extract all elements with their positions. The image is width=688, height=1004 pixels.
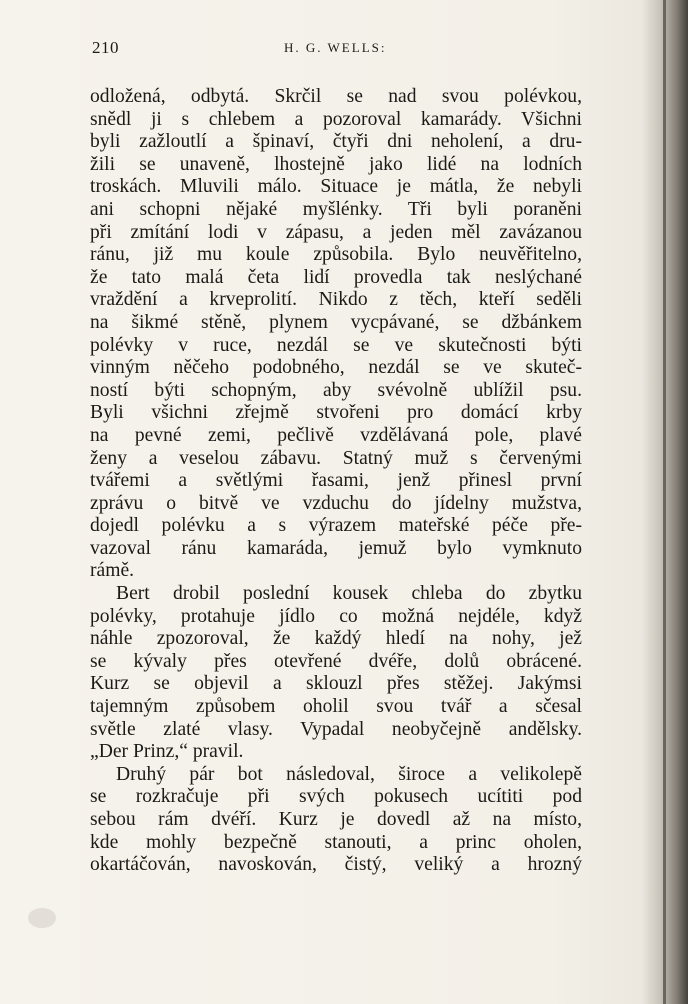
text-line: že tato malá četa lidí provedla tak neslýchané xyxy=(90,266,582,288)
text-line: odložená, odbytá. Skrčil se nad svou polévkou, xyxy=(90,86,582,107)
text-line: rámě. xyxy=(90,560,135,582)
text-line: troskách. Mluvili málo. Situace je mátla, že nebyli xyxy=(90,176,582,198)
text-line: Druhý pár bot následoval, široce a velikolepě xyxy=(116,763,582,785)
running-head: H. G. WELLS: xyxy=(284,40,387,55)
paper-smudge xyxy=(28,908,56,928)
text-line: ani schopni nějaké myšlénky. Tři byli poraněni xyxy=(90,198,582,220)
text-line: byli zažloutlí a špinaví, čtyři dni neholení, a dru- xyxy=(90,131,582,153)
text-line: snědl ji s chlebem a pozoroval kamarády. Všichni xyxy=(90,108,582,130)
text-line: při zmítání lodi v zápasu, a jeden měl zavázanou xyxy=(90,221,582,243)
text-line: polévky v ruce, nezdál se ve skutečnosti býti xyxy=(90,334,582,356)
page-number: 210 xyxy=(92,38,119,57)
text-line: vazoval ránu kamaráda, jemuž bylo vymknuto xyxy=(90,537,582,559)
text-line: zprávu o bitvě ve vzduchu do jídelny mužstva, xyxy=(90,492,582,514)
text-line: „Der Prinz,“ pravil. xyxy=(90,741,244,763)
text-line: sebou rám dvéří. Kurz je dovedl až na místo, xyxy=(90,809,582,830)
page-header xyxy=(92,38,582,62)
body-text xyxy=(90,86,582,877)
text-line: vraždění a krveprolití. Nikdo z těch, kteří seděli xyxy=(90,289,582,311)
text-line: tajemným způsobem oholil svou tvář a sčesal xyxy=(90,696,582,718)
text-line: okartáčován, navoskován, čistý, veliký a hrozný xyxy=(90,854,582,876)
text-line: na šikmé stěně, plynem vycpávané, se džbánkem xyxy=(90,311,582,333)
text-line: se kývaly přes otevřené dvéře, dolů obrácené. xyxy=(90,650,582,672)
text-line: Kurz se objevil a sklouzl přes stěžej. Jakýmsi xyxy=(90,673,582,695)
text-line: na pevné zemi, pečlivě vzdělávaná pole, plavé xyxy=(90,424,582,446)
text-line: světle zlaté vlasy. Vypadal neobyčejně andělsky. xyxy=(90,718,582,740)
text-line: náhle zpozoroval, že každý hledí na nohy, jež xyxy=(90,628,582,650)
text-line: se rozkračuje při svých pokusech ucítiti pod xyxy=(90,786,582,808)
text-line: vinným něčeho podobného, nezdál se ve skuteč- xyxy=(90,357,582,379)
text-line: ností býti schopným, aby svévolně ublížil psu. xyxy=(90,379,582,401)
text-line: ženy a veselou zábavu. Statný muž s červenými xyxy=(90,447,582,469)
text-line: polévky, protahuje jídlo co možná nejdéle, když xyxy=(90,605,582,627)
text-line: Bert drobil poslední kousek chleba do zbytku xyxy=(116,583,582,605)
text-line: tvářemi a světlými řasami, jenž přinesl první xyxy=(90,470,582,492)
text-line: žili se unaveně, lhostejně jako lidé na lodních xyxy=(90,153,582,175)
text-line: Byli všichni zřejmě stvořeni pro domácí krby xyxy=(90,402,582,424)
page-edge xyxy=(663,0,666,1004)
text-line: dojedl polévku a s výrazem mateřské péče pře- xyxy=(90,515,582,537)
text-line: ránu, již mu koule způsobila. Bylo neuvěřitelno, xyxy=(90,244,582,266)
text-line: kde mohly bezpečně stanouti, a princ oholen, xyxy=(90,831,582,853)
